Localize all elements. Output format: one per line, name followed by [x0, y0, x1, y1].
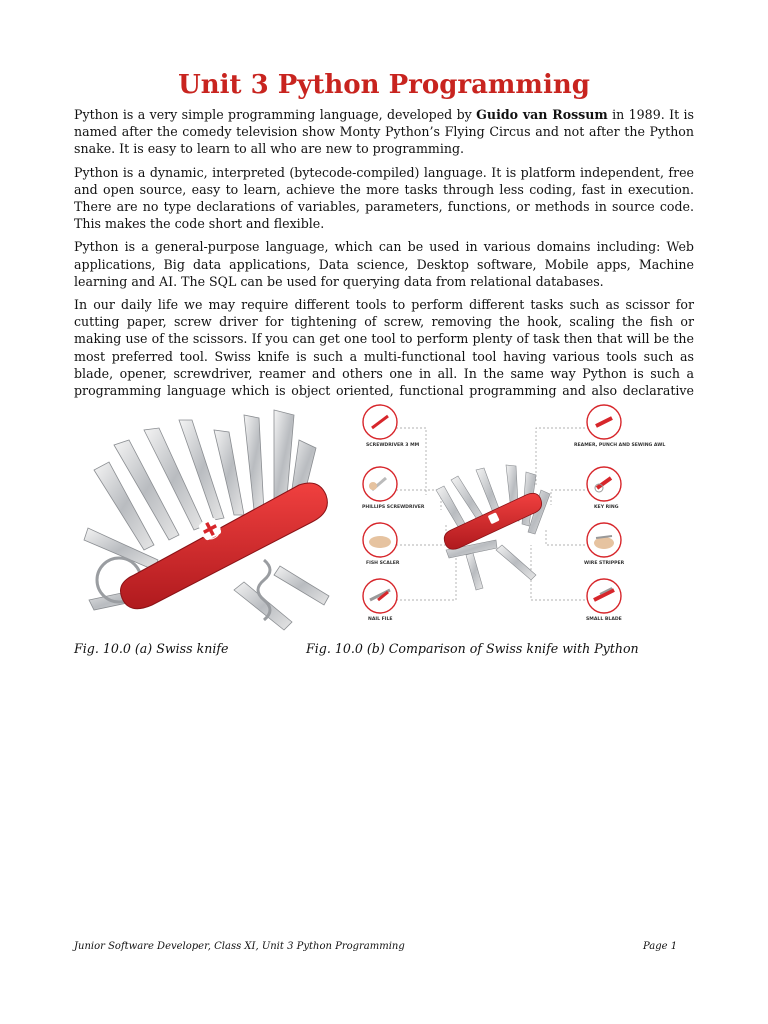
paragraph-1-text-start: Python is a very simple programming language, developed by — [74, 107, 477, 122]
paragraph-4: In our daily life we may require different tools to perform different tasks such as scissor for cutting paper, screw driver for tightening of screw, removing the hook, scaling the fish or making use of the scissors. If you can get one tool to perform plenty of task then that will be the most preferred tool. Swiss knife is such a multi-functional tool having various tools such as blade, opener, screwdriver, reamer and others one in all. In the same way Python is such a programming language which is object oriented, functional programming and also declarative — [74, 297, 694, 399]
body-text — [74, 106, 694, 422]
label-fish-scaler: FISH SCALER — [366, 561, 400, 566]
paragraph-1-text-end: in 1989. It is named after the comedy television show Monty Python’s Flying Circus and not after the Python snake. It is easy to learn to all who are new to programming. — [74, 107, 694, 157]
swiss-knife-illustration — [74, 400, 336, 638]
label-screwdriver-3mm: SCREWDRIVER 3 MM — [366, 443, 420, 448]
figure-caption-a: Fig. 10.0 (a) Swiss knife — [74, 641, 229, 656]
paragraph-3: Python is a general-purpose language, which can be used in various domains including: Web applications, Big data applications, Data science, Desktop software, Mobile apps, Machine learning and AI. The SQL can be used for querying data from relational databases. — [74, 239, 694, 289]
label-small-blade: SMALL BLADE — [586, 617, 622, 622]
footer-document-title: Junior Software Developer, Class XI, Unit 3 Python Programming — [74, 941, 405, 952]
label-nail-file: NAIL FILE — [368, 617, 393, 622]
footer-page-number: Page 1 — [643, 941, 678, 952]
label-wire-stripper: WIRE STRIPPER — [584, 561, 625, 566]
label-key-ring: KEY RING — [594, 505, 619, 510]
label-phillips-screwdriver: PHILLIPS SCREWDRIVER — [362, 505, 425, 510]
comparison-illustration — [356, 400, 666, 638]
swiss-knife-comparison-image — [356, 400, 666, 638]
paragraph-2: Python is a dynamic, interpreted (bytecode-compiled) language. It is platform independent, free and open source, easy to learn, achieve the more tasks through less coding, fast in execution. There are no type declarations of variables, parameters, functions, or methods in source code. This makes the code short and flexible. — [74, 164, 694, 232]
page-title: Unit 3 Python Programming — [178, 70, 590, 100]
figure-caption-b: Fig. 10.0 (b) Comparison of Swiss knife with Python — [306, 641, 639, 656]
author-name: Guido van Rossum — [476, 107, 608, 122]
label-reamer-punch-awl: REAMER, PUNCH AND SEWING AWL — [574, 443, 666, 448]
swiss-knife-image — [74, 400, 336, 638]
paragraph-1 — [74, 106, 694, 158]
